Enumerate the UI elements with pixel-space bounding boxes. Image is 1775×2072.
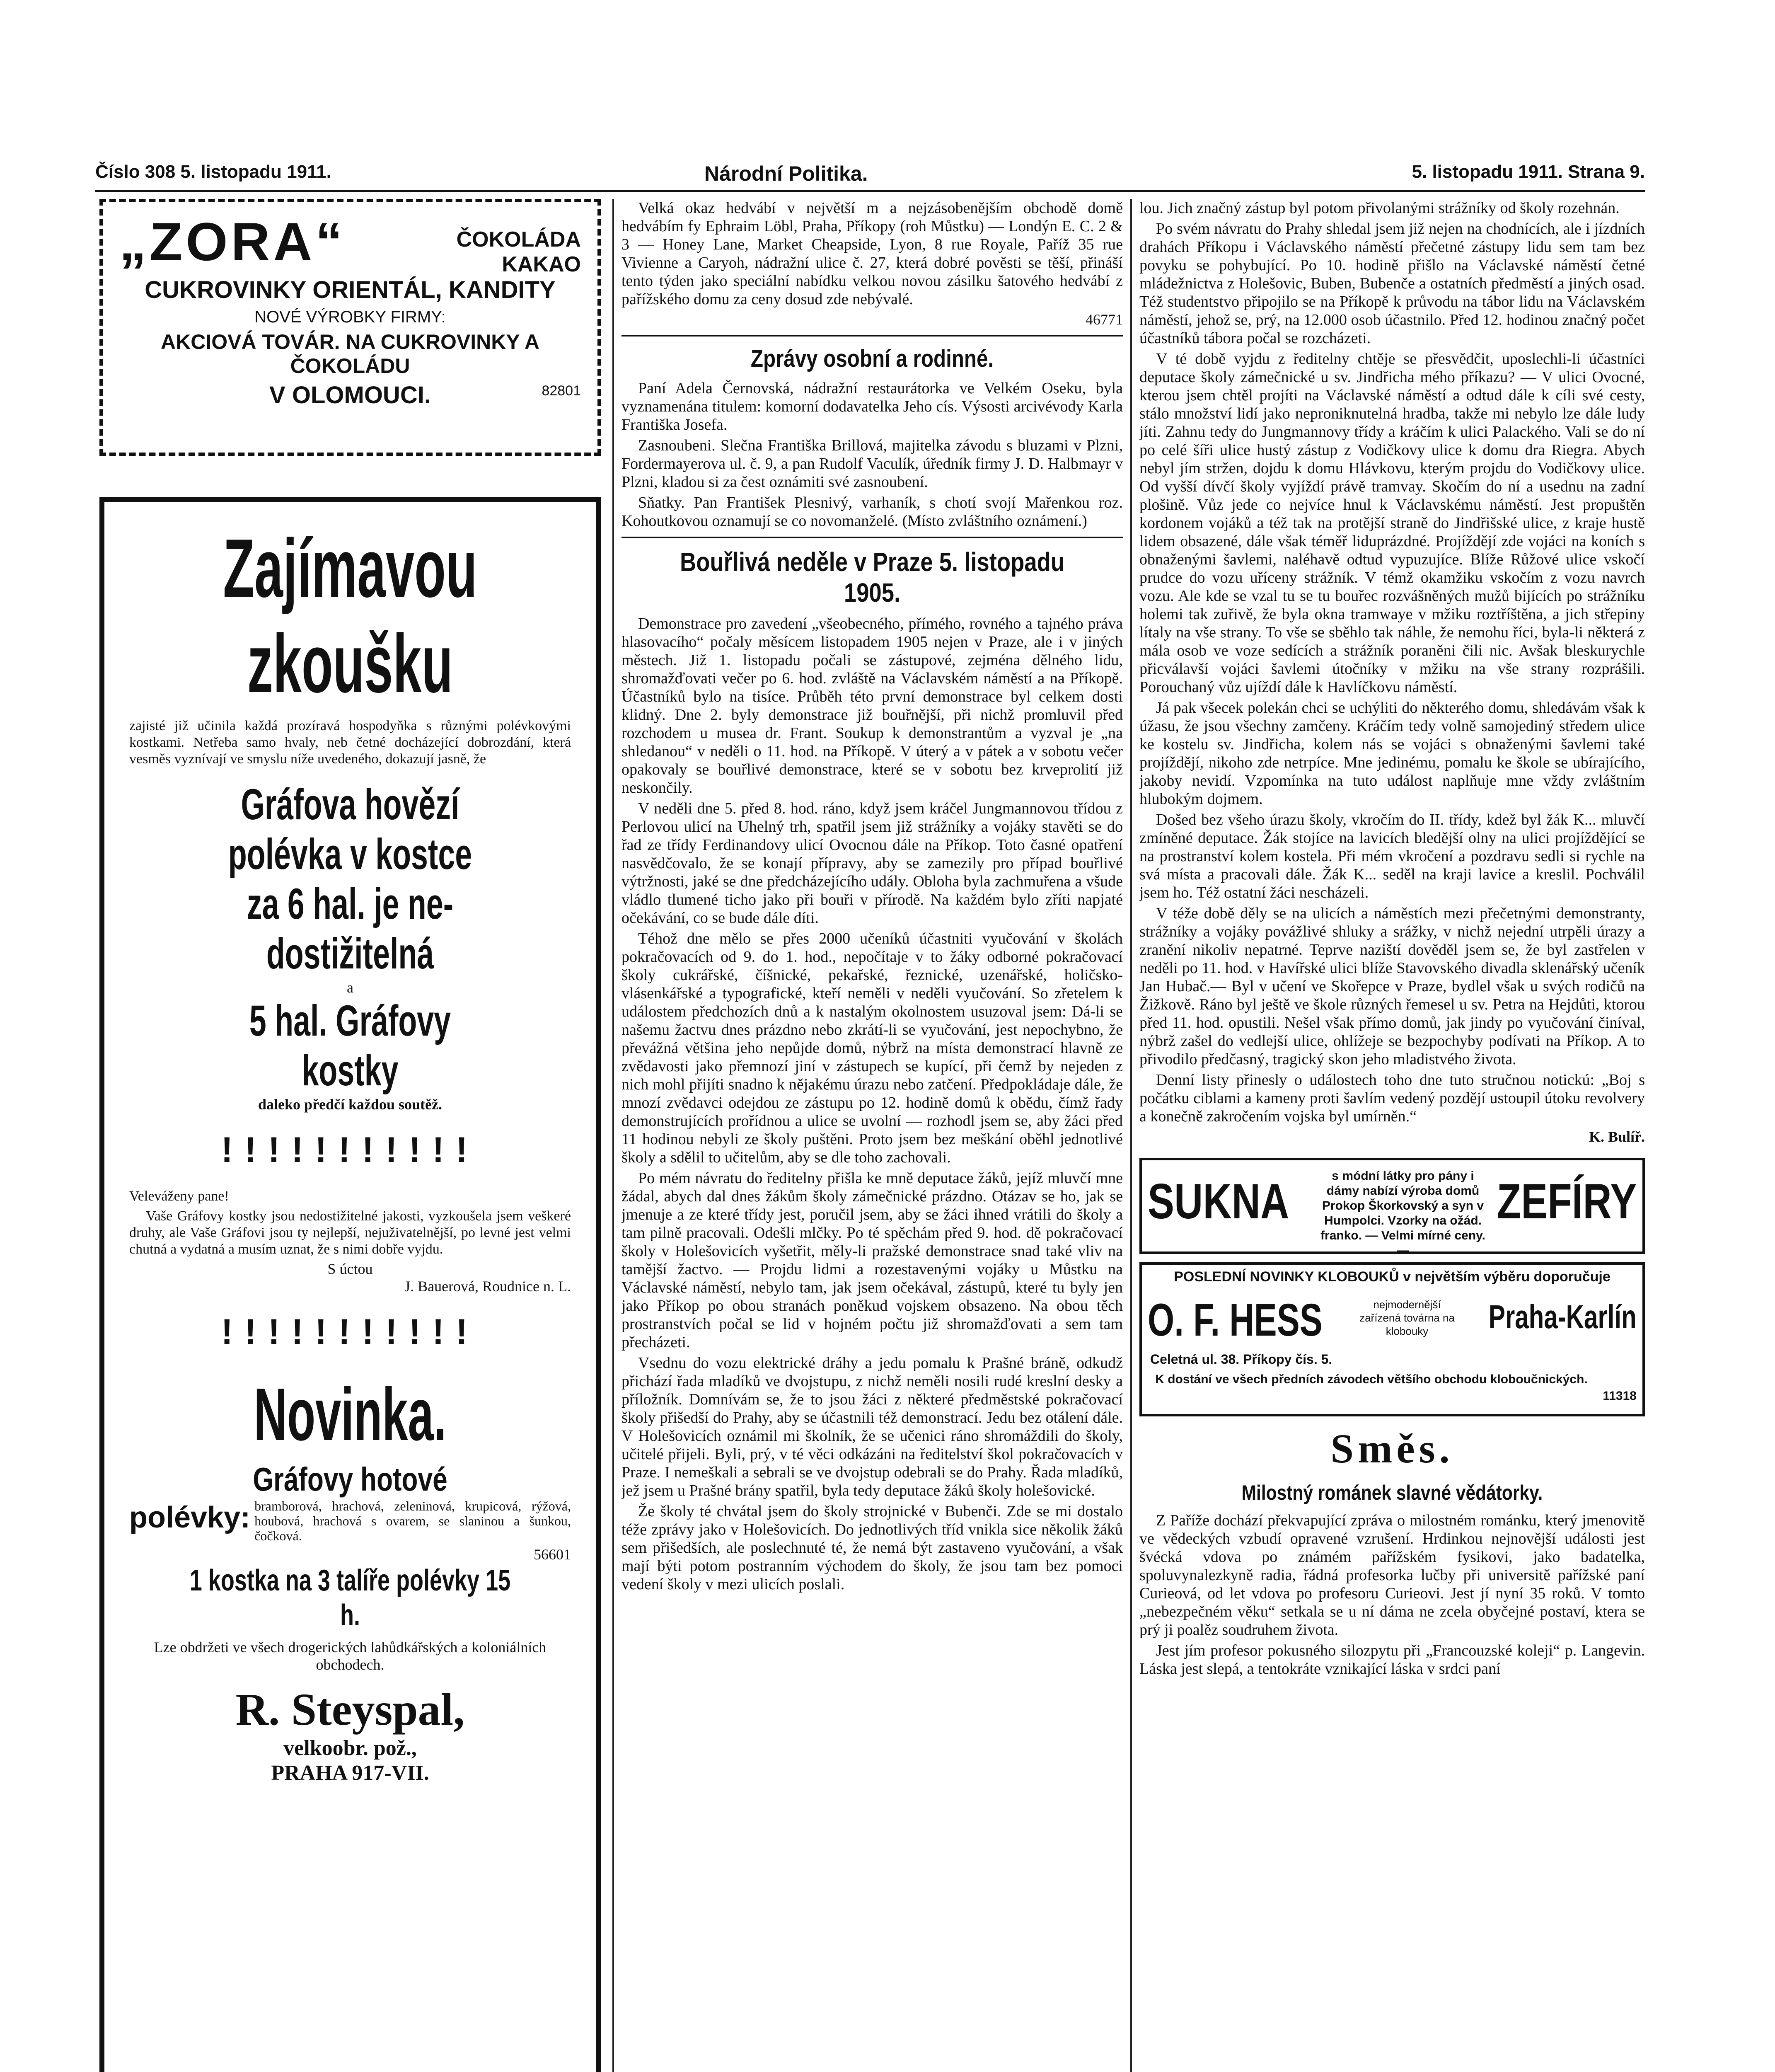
article-paragraph-2: V neděli dne 5. před 8. hod. ráno, když jsem kráčel Jungmannovou třídou z Perlovou ulicí na Uhelný trh, spatřil jsem již strážníky a vojáky stavěti se do řad ze třídy Ferdinandovy ulicí Ovocnou dále na Příkop. Toto časné opatření nasvědčovalo, že se konají přípravy, aby se zamezily pro případ bouřlivé výtržnosti, jaké se dne předcházejícího udály. Obloha byla zachmuřena a všude vládlo tlumené ticho jako při bouři v přírodě. Na každém bylo zříti napjaté očekávání, co se bude dále díti. bbox=[621, 800, 1123, 927]
zora-line1: CUKROVINKY ORIENTÁL, KANDITY bbox=[145, 276, 556, 303]
hess-code: 11318 bbox=[1603, 1389, 1637, 1403]
grafa-claim-2: polévka v kostce bbox=[228, 830, 472, 879]
section-title-miscellany: Směs. bbox=[1330, 1426, 1454, 1472]
header-right: 5. listopadu 1911. Strana 9. bbox=[1412, 162, 1645, 182]
hess-top: POSLEDNÍ NOVINKY KLOBOUKŮ v největším výběru doporučuje bbox=[1174, 1269, 1611, 1285]
novinka-headline: Novinka. bbox=[254, 1373, 447, 1456]
header-rule bbox=[95, 190, 1645, 192]
sukna-middle: s módní látky pro pány i dámy nabízí výroba domů Prokop Škorkovský a syn v Humpolci. Vzorky na ožád. franko. — Velmi mírné ceny. — bbox=[1320, 1169, 1485, 1257]
steyspal-title: velkoobr. pož., bbox=[283, 1736, 417, 1760]
grafa-headline-2: zkoušku bbox=[247, 617, 453, 710]
letter-salutation: Veleváženy pane! bbox=[129, 1188, 229, 1204]
letter-body: Vaše Gráfovy kostky jsou nedostižitelné jakosti, vyzkoušela jsem veškeré druhy, ale Vaše Gráfovi jsou ty nejlepší, nejuživatelnější, po levné jest velmi chutná a vydatná a musím uznat, že s nimi dobře vyjdu. bbox=[129, 1208, 571, 1257]
personal-item-3: Sňatky. Pan František Plesnivý, varhaník, s chotí svojí Mařenkou roz. Kohoutkovou oznamují se co novomanželé. (Místo zvláštního oznámení.) bbox=[621, 494, 1123, 530]
article-continued-3: V té době vyjdu z ředitelny chtěje se přesvědčit, uposlechli-li účastníci deputace školy zámečnické u sv. Jindřicha mého příkazu? — V ulici Ovocné, kterou jsem chtěl projíti na Václavské náměstí a odtud dále k cíli své cesty, stálo množství lidí jako neproniknutelná hradba, takže mi nebylo lze dále ludy jíti. Zahnu tedy do Jungmannovy třídy a kráčím k ulici Palackého. Vali se do ní po celé šíři ulice hustý zástup z Vodičkovy ulice k domu dra Riegra. Abych nebyl jím stržen, dojdu k domu Hlávkovu, kterým projdu do Vodičkovy ulice. Od vyšší dívčí školy vyjíždí právě tramvay. Skočím do ní a usednu na zadní plošině. Vůz jede co nejvíce hnul k Václavskému náměstí. Jest propuštěn kordonem vojáků a též tak na protější straně do Jindřišské ulice, z kraje hustě lidem obsazené, dále však téměř liduprázdné. Projíždějí zde vojáci na koních s obnaženými šavlemi, naléhavě odtud vypuzujíce. Blíže Růžové ulice vskočí prudce do vozu uříceny strážník. V témž okamžiku vskočím z vozu navrch vozu. Ale kde se vzal tu se tu bouřec rozvášněných mužů bijících po strážníku holemi tak zuřivě, že byla okna tramwaye v mžiku roztříštěna, a jich střepiny lítaly na vše strany. To vše se sběhlo tak náhle, že nemohu říci, byla-li některá z mála osob ve voze sedících a strážník poraněni čili nic. Avšak bleskurychle přicválavší vojáci šavlemi útočníky v mžiku na vše strany rozprášili. Porouchaný vůz ujíždí dále k Havlíčkovu náměstí. bbox=[1139, 350, 1645, 696]
newspaper-page bbox=[95, 157, 1645, 2072]
column-3 bbox=[1139, 199, 1645, 2072]
silk-notice-code: 46771 bbox=[1086, 311, 1123, 328]
article-continued-5: Došed bez všeho úrazu školy, vkročím do II. třídy, kdež byl žák K... mluvčí zmíněné deputace. Žák stojíce na lavicích bledější olny na ulici projíždějící se na prostranství kolem kostela. Při mém vkročení a pozdravu sedli si rychle na svá místa a pracovali dále. Žák K... seděl na kraji lavice a kreslil. Pochválil jsem ho. Též ostatní žáci nescházeli. bbox=[1139, 811, 1645, 901]
silk-notice: Velká okaz hedvábí v největší m a nejzásobenějším obchodě domě hedvábím fy Ephraim Löbl, Praha, Příkopy (roh Můstku) — Londýn E. C. 2 & 3 — Honey Lane, Market Cheapside, Lyon, 8 rue Royale, Paříž 35 rue Vivienne a Caryoh, nádražní ulice č. 27, která dobré pověsti se těší, přináší tento týden jako speciální nabídku velkou novou zásilku šatového hedvábí z pařížského domu za ceny dosud zde nebývalé. bbox=[621, 199, 1123, 308]
hess-name: O. F. HESS bbox=[1148, 1295, 1323, 1346]
hess-address: Celetná ul. 38. Příkopy čís. 5. bbox=[1150, 1352, 1332, 1367]
separator bbox=[621, 335, 1123, 336]
grafa-claim-5: a bbox=[347, 979, 353, 996]
zora-products bbox=[457, 227, 581, 277]
miscellany-headline: Milostný románek slavné vědátorky. bbox=[1241, 1481, 1543, 1504]
article-paragraph-6: Že školy té chvátal jsem do školy strojnické v Bubenči. Zde se mi dostalo téže zprávy jako v Holešovicích. Do jednotlivých tříd vnikla sice několik žáků sem přišedších, ale poslechnuté té, že nemá být zastaveno vyučování, a však mají býti potom postranním východem do školy, že jsou tam bez pomoci vedení školy v mezi ulicích poslali. bbox=[621, 1503, 1123, 1593]
zora-line4: V OLOMOUCI. bbox=[269, 382, 431, 409]
hess-city: Praha-Karlín bbox=[1489, 1298, 1637, 1335]
column-1 bbox=[95, 199, 605, 2072]
separator bbox=[621, 537, 1123, 538]
article-paragraph-4: Po mém návratu do ředitelny přišla ke mně deputace žáků, jejíž mluvčí mne žádal, abych dal dnes žákům školy zámečnické prázdno. Otázav se ho, jak se jmenuje a ze které třídy jest, poručil jsem, aby se žáci ihned vrátili do školy a tam pilně pracovali. Odešli mlčky. Po té spěchám před 9. hod. dě pokračovací školy v Holešovicích vyšetřit, měly-li pražské demonstrace snad také vliv na tamější žactvo. — Projdu lidmi a rozestavenými vojáky u Můstku na Václavské náměstí, nebylo tam, jak jsem očekával, zástupů, které tu byly jen jako Příkop po obou stranách poněkud vojskem obsazeno. Na obou těch prostranstvích počal se lid v hojném počtu již shromažďovati a sem tam přecházeti. bbox=[621, 1169, 1123, 1351]
hess-mid: nejmodernější zařízená továrna na klobouky bbox=[1359, 1298, 1455, 1337]
novinka-line-1: Gráfovy hotové bbox=[253, 1461, 447, 1498]
novinka-code: 56601 bbox=[534, 1546, 571, 1563]
column-2 bbox=[621, 199, 1123, 2072]
novinka-flavor-list: bramborová, hrachová, zeleninová, krupicová, rýžová, houbová, hrachová s ovarem, se slaninou a šunkou, čočková. bbox=[254, 1498, 571, 1543]
sukna-left: SUKNA bbox=[1148, 1174, 1289, 1229]
zora-cocoa: KAKAO bbox=[502, 252, 581, 276]
zora-line2: NOVÉ VÝROBKY FIRMY: bbox=[254, 308, 446, 326]
zora-line3: AKCIOVÁ TOVÁR. NA CUKROVINKY A ČOKOLÁDU bbox=[161, 330, 539, 378]
zora-chocolate: ČOKOLÁDA bbox=[456, 228, 581, 252]
column-rule-2 bbox=[1130, 199, 1132, 2072]
hess-bottom: K dostání ve všech předních závodech většího obchodu kloboučnických. bbox=[1155, 1372, 1588, 1386]
steyspal-name: R. Steyspal, bbox=[235, 1684, 465, 1735]
article-paragraph-3: Téhož dne mělo se přes 2000 učeníků účastniti vyučování v školách pokračovacích od 9. do 1. hod., nepočítaje v to žáky odborné pokračovací školy cukrářské, číšnické, pekařské, řeznické, uzenářské, holičsko-vlásenkářské a typografické, kteří neměli v neděli vyučování. So zřetelem k událostem předchozích dnů a k nastalým okolnostem usuzoval jsem: Dá-li se našemu žactvu dnes prázdno nebo zkrátí-li se vyučování, jest nepochybno, že převážná většina jeho nepůjde domů, nýbrž na místa demonstrací hlavně ze zvědavosti jako přemnozí jiní v zástupech se kupící, při čemž by nejeden z nich mohl přijíti snadno k nějakému úrazu nebo zatčení. Předpokládaje dále, že mnozí zvědavci odejdou ze zástupu po 12. hodině domů k obědu, čímž řady demonstrujících prořídnou a ulice se uvolní — rozhodl jsem se, aby žáci před 11 hodinou nebyli ze školy puštěni. Proto jsem bez meškání oběhl jednotlivé školy a sdělil to učitelům, aby se dle toho zachovali. bbox=[621, 930, 1123, 1166]
zora-advertisement bbox=[99, 199, 601, 456]
exclamation-row-2: !!!!!!!!!!! bbox=[221, 1312, 479, 1352]
letter-sign: J. Bauerová, Roudnice n. L. bbox=[404, 1278, 571, 1295]
grafa-claim-6: 5 hal. Gráfovy bbox=[249, 997, 451, 1045]
personal-item-1: Paní Adela Černovská, nádražní restaurátorka ve Velkém Oseku, byla vyznamenána titulem: komorní dodavatelka Jeho cís. Výsosti arcivévody Karla Františka Josefa. bbox=[621, 380, 1123, 433]
miscellany-paragraph-2: Jest jím profesor pokusného silozpytu při „Francouzské koleji“ p. Langevin. Láska jest slepá, a tentokráte vznikající láska v srdci paní bbox=[1139, 1642, 1645, 1677]
article-continued-4: Já pak všecek polekán chci se uchýliti do některého domu, shledávám však k úžasu, že jsou všechny zamčeny. Kráčím tedy volně samojediný středem ulice ke kostelu sv. Jindřicha, kolem nás se vojáci s obnaženými šavlemi také projíždějí, nikoho zde netrpíce. Mne jedinému, pomalu ke škole se ubírajícího, jakoby nevidí. Vzpomínka na tuto událost naplňuje mne vždy zvláštním hlubokým dojmem. bbox=[1139, 699, 1645, 808]
sukna-advertisement bbox=[1139, 1158, 1645, 1257]
article-paragraph-5: Vsednu do vozu elektrické dráhy a jedu pomalu k Prašné bráně, odkudž přichází řada mladíků ve dvojstupu, z nichž neměli nosili rudé kreslní desky a příložník. Domnívám se, že to jsou žáci z některé předměstské pokračovací školy přišedší do Prahy, aby se účastnili též demonstrací. Jedu bez otálení dále. V Holešovicích oznámil mi školník, že se učenici ráno shromáždili do školy, učitelé přijeli. Byli, prý, v té věci odkázáni na ředitelství škol pokračovacích v Praze. I nemeškali a sebrali se ve dvojstup odebrali se do Prahy. Řada mladíků, jež jsem u Prašné brány spatřil, byla tedy deputace žáků školy holešovické. bbox=[621, 1354, 1123, 1499]
novinka-flavors bbox=[129, 1498, 571, 1546]
personal-item-2: Zasnoubeni. Slečna Františka Brillová, majitelka závodu s bluzami v Plzni, Fordermayerova ul. č. 9, a pan Rudolf Vaculík, úředník firmy J. D. Halbmayr v Plzni, kladou si za čest oznámiti své zasnoubení. bbox=[621, 437, 1123, 491]
header-left: Číslo 308 5. listopadu 1911. bbox=[95, 162, 331, 182]
zora-code: 82801 bbox=[542, 383, 581, 399]
grafa-claim-4: dostižitelná bbox=[266, 929, 434, 978]
letter-close: S úctou bbox=[327, 1261, 373, 1277]
masthead: Národní Politika. bbox=[704, 162, 868, 185]
exclamation-row-1: !!!!!!!!!!! bbox=[221, 1130, 479, 1170]
grafa-intro: zajisté již učinila každá prozíravá hospodyňka s různými polévkovými kostkami. Netřeba samo hvaly, neb četné docházející dobrozdání, která vesměs vyznívají ve smyslu níže uvedeného, dokazují jasně, že bbox=[129, 718, 571, 767]
grafa-claim-7: kostky bbox=[302, 1046, 399, 1095]
grafa-claim-8: daleko předčí každou soutěž. bbox=[258, 1096, 443, 1113]
article-continued-2: Po svém návratu do Prahy shledal jsem již nejen na chodnících, ale i jízdních drahách Příkopu i Václavského náměstí přečetné zástupy lidu sem tam bez povyku se pohybující. Po 10. hodině přišlo na Václavské náměstí četné mládežnictva z Holešovic, Buben, Bubenče a ostatních předměstí a jiných osad. Též studentstvo připojilo se na Příkopě k průvodu na tábor lidu na Václavském náměstí, jehož se, prý, na 12.000 osob účastnilo. Před 12. hodinou značný počet účastníků tábora počal se rozcházeti. bbox=[1139, 220, 1645, 347]
article-continued-6: V téže době děly se na ulicích a náměstích mezi přečetnými demonstranty, strážníky a vojáky povážlivé shluky a srážky, v nichž nejední utrpěli úrazy a zranění nikoliv nepatrné. Teprve naziští dověděl jsem se, že byl zastřelen v neděli po 11. hod. v Havířské ulici blíže Stavovského divadla sklenářský učeník Jan Hubač.— Byl v učení ve Skořepce v Praze, bydlel však u svých rodičů na Žižkově. Ráno byl ještě ve škole různých řemesel u sv. Petra na Hejdůti, ktorou před 11. hod. opustili. Nešel však přímo domů, jak jindy po vyučování činíval, nýbrž zašel do vedlejší ulice, ohlížeje se bezpochyby podívati na Příkop. A to přivodilo předčasný, tragický skon jeho mladistvého života. bbox=[1139, 905, 1645, 1068]
page-header bbox=[95, 157, 1645, 186]
hess-advertisement bbox=[1139, 1262, 1645, 1416]
article-paragraph-1: Demonstrace pro zavedení „všeobecného, přímého, rovného a tajného práva hlasovacího“ počaly měsícem listopadem 1905 nejen v Praze, ale i v jiných městech. Již 1. listopadu počali se zástupové, zejména dělného lidu, shromažďovati večer po 6. hod. zvláště na Václavském náměstí a na Příkopě. Účastníků bylo na tisíce. Průběh této první demonstrace byl celkem dosti klidný. Dne 2. byly demonstrace již bouřnější, při nichž promluvil před rozchodem u musea dr. Frant. Soukup k demonstrantům a vyzval je „na shledanou“ v neděli o 11. hod. na Příkopě. V úterý a v pátek a v sobotu večer opakovaly se bouřlivé demonstrace, které se v sobotu bez krveprolití již neskončily. bbox=[621, 615, 1123, 796]
column-rule-1 bbox=[612, 199, 614, 2072]
novinka-line-2: polévky: bbox=[129, 1501, 251, 1534]
steyspal-address: PRAHA 917-VII. bbox=[271, 1761, 429, 1785]
grafa-advertisement bbox=[99, 497, 601, 2072]
grafa-headline-1: Zajímavou bbox=[223, 522, 477, 615]
sukna-right: ZEFÍRY bbox=[1497, 1174, 1637, 1229]
grafa-claim-3: za 6 hal. je ne- bbox=[247, 880, 454, 928]
article-continued-7: Denní listy přinesly o událostech toho dne tuto stručnou notickú: „Boj s počátku ciblami a kameny proti šavlím vedený pozdějí ustoupil útoku revolvery a konečně zakročením vojska byl umírněn.“ bbox=[1139, 1071, 1645, 1125]
grafa-claim-1: Gráfova hovězí bbox=[241, 780, 459, 829]
miscellany-paragraph-1: Z Paříže dochází překvapující zpráva o milostném románku, který jmenovitě ve vědeckých vzbudí opravené vzrušení. Hrdinkou nejnovější události jest švécká vdova po známém pařížském fysikovi, jako badatelka, spoluvynalezkyně radia, řádná profesorka lučby při universitě pařížské paní Curieová, od let vdova po profesoru Curieovi. Jest jí nyní 35 roků. V tomto „nebezpečném věku“ setkala se u ní dáma ne zcela obyčejné postaví, ktera se prý ji poalěz soudruhem života. bbox=[1139, 1512, 1645, 1639]
article-continued-1: lou. Jich značný zástup byl potom přivolanými strážníky od školy rozehnán. bbox=[1139, 199, 1620, 217]
zora-brand: „ZORA“ bbox=[119, 211, 346, 272]
section-title-personal: Zprávy osobní a rodinné. bbox=[750, 345, 994, 372]
novinka-price: 1 kostka na 3 talíře polévky 15 h. bbox=[189, 1564, 511, 1632]
novinka-availability: Lze obdržeti ve všech drogerických lahůdkářských a koloniálních obchodech. bbox=[154, 1639, 547, 1673]
article-title: Bouřlivá neděle v Praze 5. listopadu 1905. bbox=[680, 547, 1065, 608]
article-author: K. Bulíř. bbox=[1589, 1128, 1645, 1145]
